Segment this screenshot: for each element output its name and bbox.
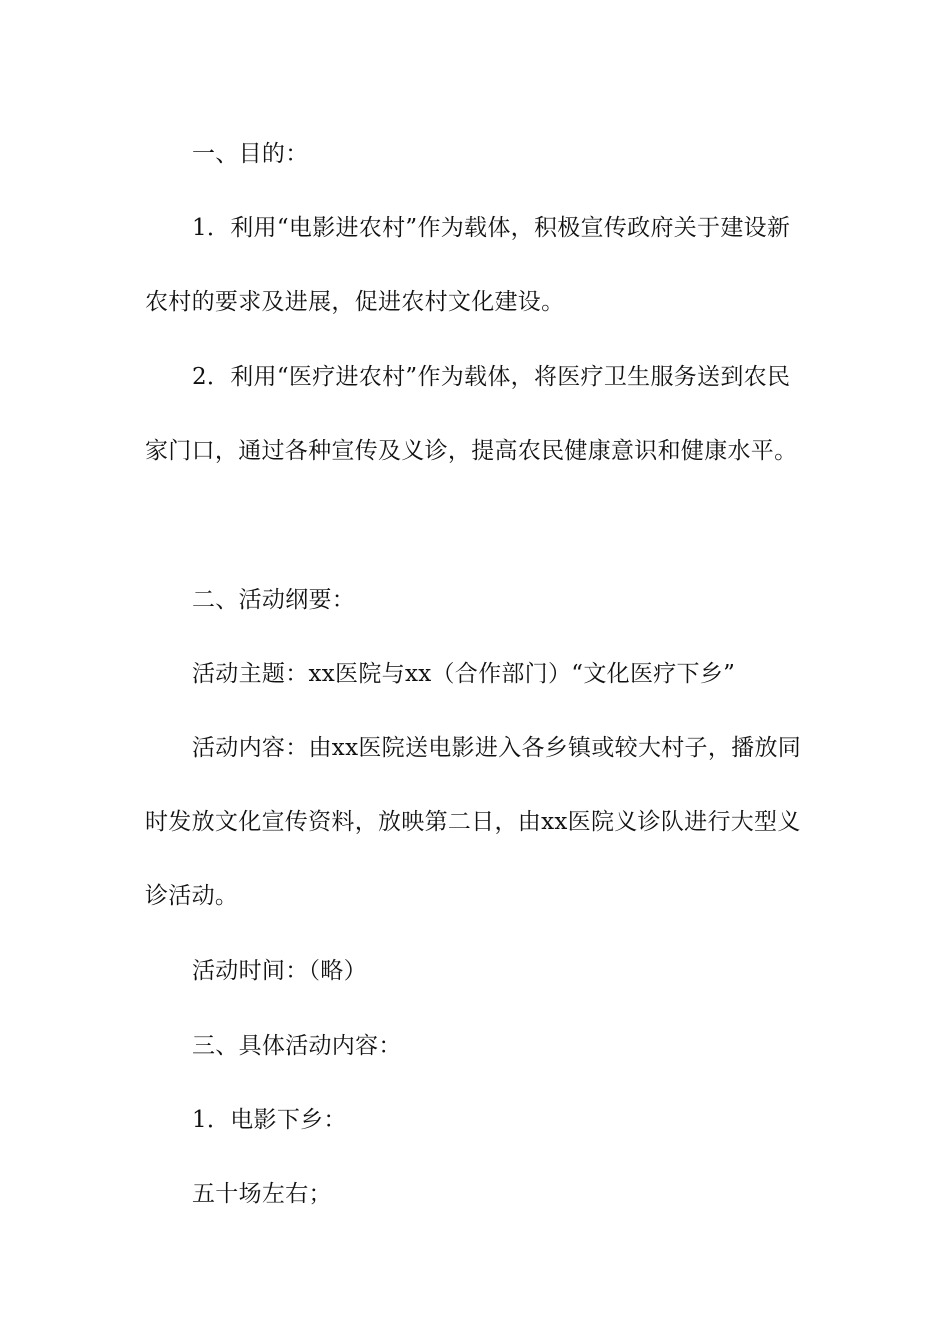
purpose-item-1: 1．利用“电影进农村”作为载体，积极宣传政府关于建设新农村的要求及进展，促进农村文化建设。 <box>145 215 791 315</box>
detail-item-1-text: 五十场左右； <box>192 1181 332 1207</box>
section-heading-outline: 二、活动纲要： <box>192 587 356 613</box>
section-heading-details: 三、具体活动内容： <box>192 1033 402 1059</box>
activity-time: 活动时间：（略） <box>192 958 367 984</box>
purpose-item-2: 2．利用“医疗进农村”作为载体，将医疗卫生服务送到农民家门口，通过各种宣传及义诊，提高农民健康意识和健康水平。 <box>145 364 798 464</box>
detail-item-1: 1．电影下乡： <box>192 1107 347 1133</box>
activity-theme: 活动主题：xx医院与xx（合作部门）“文化医疗下乡” <box>192 661 736 687</box>
section-heading-purpose: 一、目的： <box>192 141 309 167</box>
activity-content: 活动内容：由xx医院送电影进入各乡镇或较大村子，播放同时发放文化宣传资料，放映第二日，由xx医院义诊队进行大型义诊活动。 <box>145 735 802 909</box>
